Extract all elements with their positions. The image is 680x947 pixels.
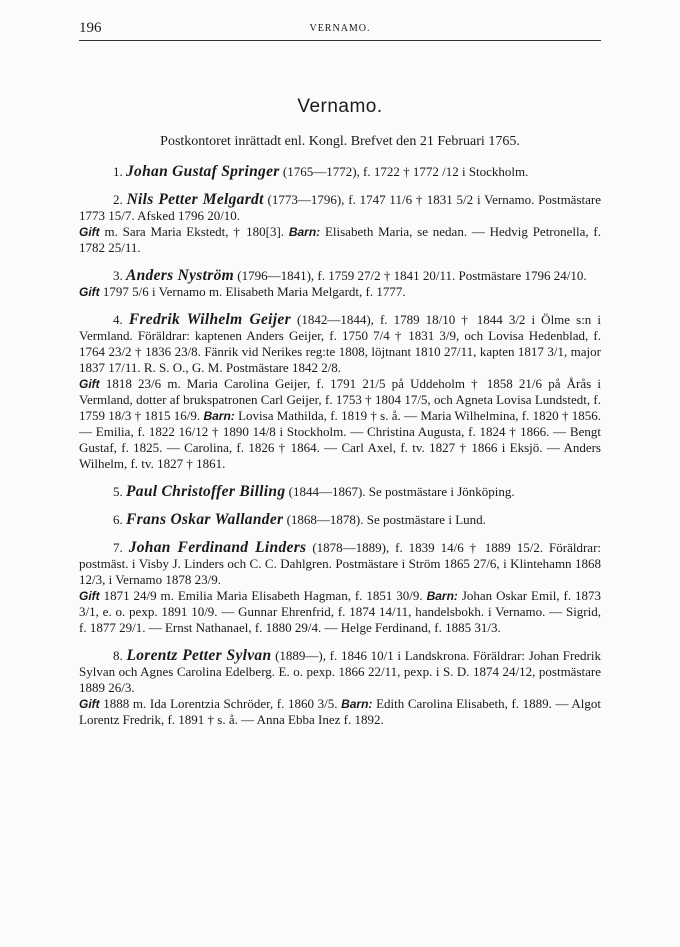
gift-text: 1818 23/6 m. Maria Carolina Geijer, f. 1791 21/5 på Uddeholm † 1858 21/6 på Årås i Vermland, dotter af brukspatronen Carl Geijer, f. 1753 † 1804 17/5, och Agneta Lovisa Lundstedt, f. 1759 18/3 † 1815 16/9.: [79, 376, 602, 423]
barn-text: Edith Carolina Elisabeth, f. 1889. — Algot Lorentz Fredrik, f. 1891 † s. å. — Anna Ebba Inez f. 1892.: [79, 696, 602, 727]
page-subtitle: Postkontoret inrättadt enl. Kongl. Brefvet den 21 Februari 1765.: [160, 134, 520, 149]
entry: [79, 312, 601, 472]
entry-text: (1842—1844), f. 1789 18/10 † 1844 3/2 i Ölme s:n i Vermland. Föräldrar: kaptenen Anders Geijer, f. 1750 7/4 † 1831 3/9, och Lovisa Hedenblad, f. 1764 23/2 † 1836 23/8. Fänrik vid Nerikes reg:te 1808, löjtnant 1810 27/11, kapten 1817 3/1, major 1837 17/11. R. S. O., G. M. Postmästare 1842 2/8.: [79, 312, 601, 375]
entry-text: (1868—1878). Se postmästare i Lund.: [286, 512, 486, 527]
barn-text: Lovisa Mathilda, f. 1819 † s. å. — Maria Wilhelmina, f. 1820 † 1856. — Emilia, f. 1822 16/12 † 1890 14/8 i Stockholm. — Christina Augusta, f. 1824 † 1866. — Bengt Gustaf, f. 1825. — Carolina, f. 1826 † 1864. — Carl Axel, f. tv. 1827 † 1866 i Eksjö. — Anders Wilhelm, f. tv. 1827 † 1861.: [79, 408, 602, 471]
entry-number: 8.: [113, 648, 123, 663]
entry-text: (1796—1841), f. 1759 27/2 † 1841 20/11. Postmästare 1796 24/10.: [237, 268, 587, 283]
barn-text: Elisabeth Maria, se nedan. — Hedvig Petronella, f. 1782 25/11.: [79, 224, 602, 255]
gift-text: 1888 m. Ida Lorentzia Schröder, f. 1860 3/5.: [103, 696, 338, 711]
barn-label: Barn:: [426, 589, 458, 603]
entry-number: 2.: [113, 192, 123, 207]
entry-name: Nils Petter Melgardt: [126, 191, 264, 208]
page-header: [79, 20, 601, 41]
gift-text: 1871 24/9 m. Emilia Maria Elisabeth Hagman, f. 1851 30/9.: [103, 588, 423, 603]
gift-label: Gift: [79, 377, 100, 391]
entry-name: Lorentz Petter Sylvan: [126, 647, 272, 664]
gift-label: Gift: [79, 225, 100, 239]
entry-number: 6.: [113, 512, 123, 527]
entry-name: Anders Nyström: [126, 267, 234, 284]
entry: [79, 484, 601, 500]
entry: [79, 512, 601, 528]
entry-number: 5.: [113, 484, 123, 499]
entry-name: Frans Oskar Wallander: [126, 511, 284, 528]
entry-text: (1878—1889), f. 1839 14/6 † 1889 15/2. Föräldrar: postmäst. i Visby J. Linders och C. C. Dahlgren. Postmästare i Ström 1865 27/6, i Klintehamn 1868 12/3, i Vernamo 1878 23/9.: [79, 540, 602, 587]
entry: [79, 268, 601, 300]
page-title: Vernamo.: [297, 96, 383, 117]
entry-text: (1844—1867). Se postmästare i Jönköping.: [288, 484, 515, 499]
entry-number: 7.: [113, 540, 123, 555]
entry-number: 4.: [113, 312, 123, 327]
entry-number: 1.: [113, 164, 123, 179]
barn-label: Barn:: [203, 409, 235, 423]
barn-label: Barn:: [288, 225, 321, 239]
entry-text: (1773—1796), f. 1747 11/6 † 1831 5/2 i Vernamo. Postmästare 1773 15/7. Afsked 1796 20/10.: [79, 192, 601, 223]
entry-name: Johan Ferdinand Linders: [128, 539, 307, 556]
barn-text: Johan Oskar Emil, f. 1873 3/1, e. o. pexp. 1891 10/9. — Gunnar Ehrenfrid, f. 1874 14/11, handelsbokh. i Vernamo. — Sigrid, f. 1877 29/1. — Ernst Nathanael, f. 1880 29/4. — Helge Ferdinand, f. 1885 31/3.: [79, 588, 602, 635]
barn-label: Barn:: [341, 697, 373, 711]
gift-label: Gift: [79, 589, 100, 603]
entry-text: (1889—), f. 1846 10/1 i Landskrona. Föräldrar: Johan Fredrik Sylvan och Agnes Carolina Edelberg. E. o. pexp. 1866 22/11, pexp. i S. D. 1874 24/12, postmästare 1889 26/3.: [79, 648, 601, 695]
page-number: 196: [79, 20, 102, 36]
entry-name: Johan Gustaf Springer: [126, 163, 280, 180]
entry: [79, 164, 601, 180]
gift-label: Gift: [79, 697, 100, 711]
entry-number: 3.: [113, 268, 123, 283]
gift-text: 1797 5/6 i Vernamo m. Elisabeth Maria Melgardt, f. 1777.: [102, 284, 406, 299]
entry-list: [79, 164, 601, 740]
entry: [79, 192, 601, 256]
gift-label: Gift: [79, 285, 100, 299]
running-head: VERNAMO.: [309, 23, 371, 34]
entry: [79, 540, 601, 636]
entry-text: (1765—1772), f. 1722 † 1772 /12 i Stockholm.: [282, 164, 529, 179]
entry-name: Fredrik Wilhelm Geijer: [128, 311, 291, 328]
entry-name: Paul Christoffer Billing: [126, 483, 286, 500]
gift-text: m. Sara Maria Ekstedt, † 180[3].: [104, 224, 285, 239]
entry: [79, 648, 601, 728]
